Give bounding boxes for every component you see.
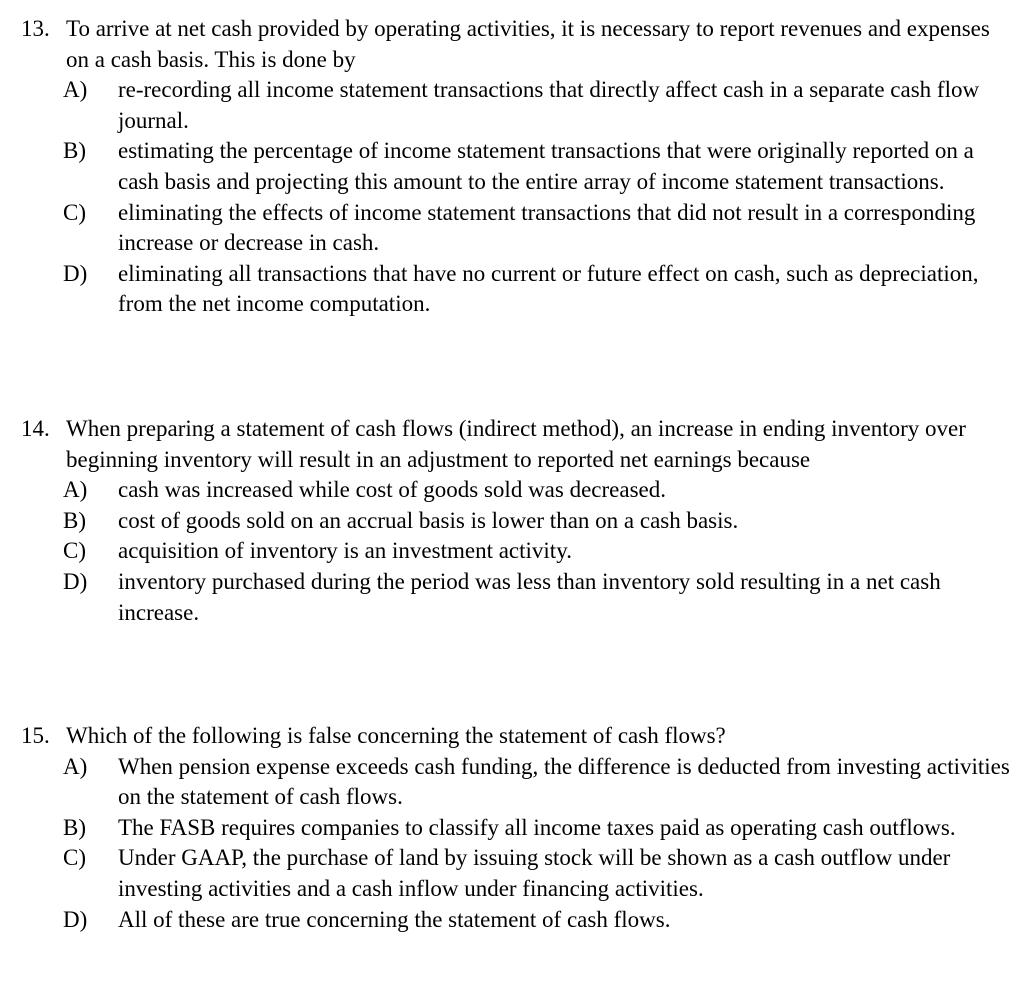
question-15 bbox=[21, 721, 1011, 935]
question-text: To arrive at net cash provided by operating activities, it is necessary to report revenues and expenses on a cash basis. This is done by bbox=[66, 16, 990, 72]
question-13 bbox=[21, 14, 1011, 320]
answer-option-a bbox=[63, 75, 1011, 136]
answer-option-b bbox=[63, 506, 1011, 537]
question-stem bbox=[21, 14, 1011, 75]
answer-option-d bbox=[63, 259, 1011, 320]
answer-option-a bbox=[63, 475, 1011, 506]
answer-options bbox=[21, 752, 1011, 936]
option-letter: C) bbox=[63, 845, 86, 871]
option-letter: C) bbox=[63, 538, 86, 564]
option-text: inventory purchased during the period was less than inventory sold resulting in a net cash increase. bbox=[118, 568, 941, 625]
option-text: cash was increased while cost of goods sold was decreased. bbox=[118, 477, 666, 503]
option-text: cost of goods sold on an accrual basis is lower than on a cash basis. bbox=[118, 507, 739, 533]
answer-options bbox=[21, 475, 1011, 628]
answer-options bbox=[21, 75, 1011, 320]
option-text: acquisition of inventory is an investment activity. bbox=[118, 538, 572, 564]
question-number: 13. bbox=[21, 16, 50, 41]
question-number: 15. bbox=[21, 723, 50, 748]
option-letter: B) bbox=[63, 814, 86, 840]
option-letter: A) bbox=[63, 753, 88, 779]
question-stem bbox=[21, 414, 1011, 475]
question-text: Which of the following is false concerning the statement of cash flows? bbox=[66, 723, 726, 748]
answer-option-c bbox=[63, 198, 1011, 259]
option-text: re-recording all income statement transactions that directly affect cash in a separate cash flow journal. bbox=[118, 77, 980, 133]
answer-option-c bbox=[63, 536, 1011, 567]
question-number: 14. bbox=[21, 416, 50, 441]
option-text: All of these are true concerning the statement of cash flows. bbox=[118, 906, 671, 932]
option-letter: D) bbox=[63, 568, 88, 594]
answer-option-b bbox=[63, 813, 1011, 844]
option-text: When pension expense exceeds cash funding, the difference is deducted from investing activities on the statement of cash flows. bbox=[118, 753, 1010, 810]
option-text: estimating the percentage of income statement transactions that were originally reported on a cash basis and projecting this amount to the entire array of income statement transactions. bbox=[118, 138, 974, 194]
option-text: The FASB requires companies to classify all income taxes paid as operating cash outflows. bbox=[118, 814, 956, 840]
answer-option-a bbox=[63, 752, 1011, 813]
option-text: eliminating the effects of income statement transactions that did not result in a corresponding increase or decrease in cash. bbox=[118, 199, 976, 256]
option-letter: B) bbox=[63, 507, 86, 533]
option-letter: A) bbox=[63, 77, 88, 103]
answer-option-b bbox=[63, 136, 1011, 197]
answer-option-c bbox=[63, 843, 1011, 904]
option-text: eliminating all transactions that have no current or future effect on cash, such as depreciation, from the net income computation. bbox=[118, 260, 979, 317]
question-14 bbox=[21, 414, 1011, 628]
question-stem bbox=[21, 721, 1011, 752]
option-letter: C) bbox=[63, 199, 86, 225]
option-text: Under GAAP, the purchase of land by issuing stock will be shown as a cash outflow under investing activities and a cash inflow under financing activities. bbox=[118, 845, 951, 901]
question-text: When preparing a statement of cash flows (indirect method), an increase in ending inventory over beginning inventory will result in an adjustment to reported net earnings because bbox=[66, 416, 966, 472]
option-letter: D) bbox=[63, 260, 88, 286]
option-letter: A) bbox=[63, 477, 88, 503]
option-letter: B) bbox=[63, 138, 86, 164]
answer-option-d bbox=[63, 567, 1011, 628]
answer-option-d bbox=[63, 905, 1011, 936]
option-letter: D) bbox=[63, 906, 88, 932]
